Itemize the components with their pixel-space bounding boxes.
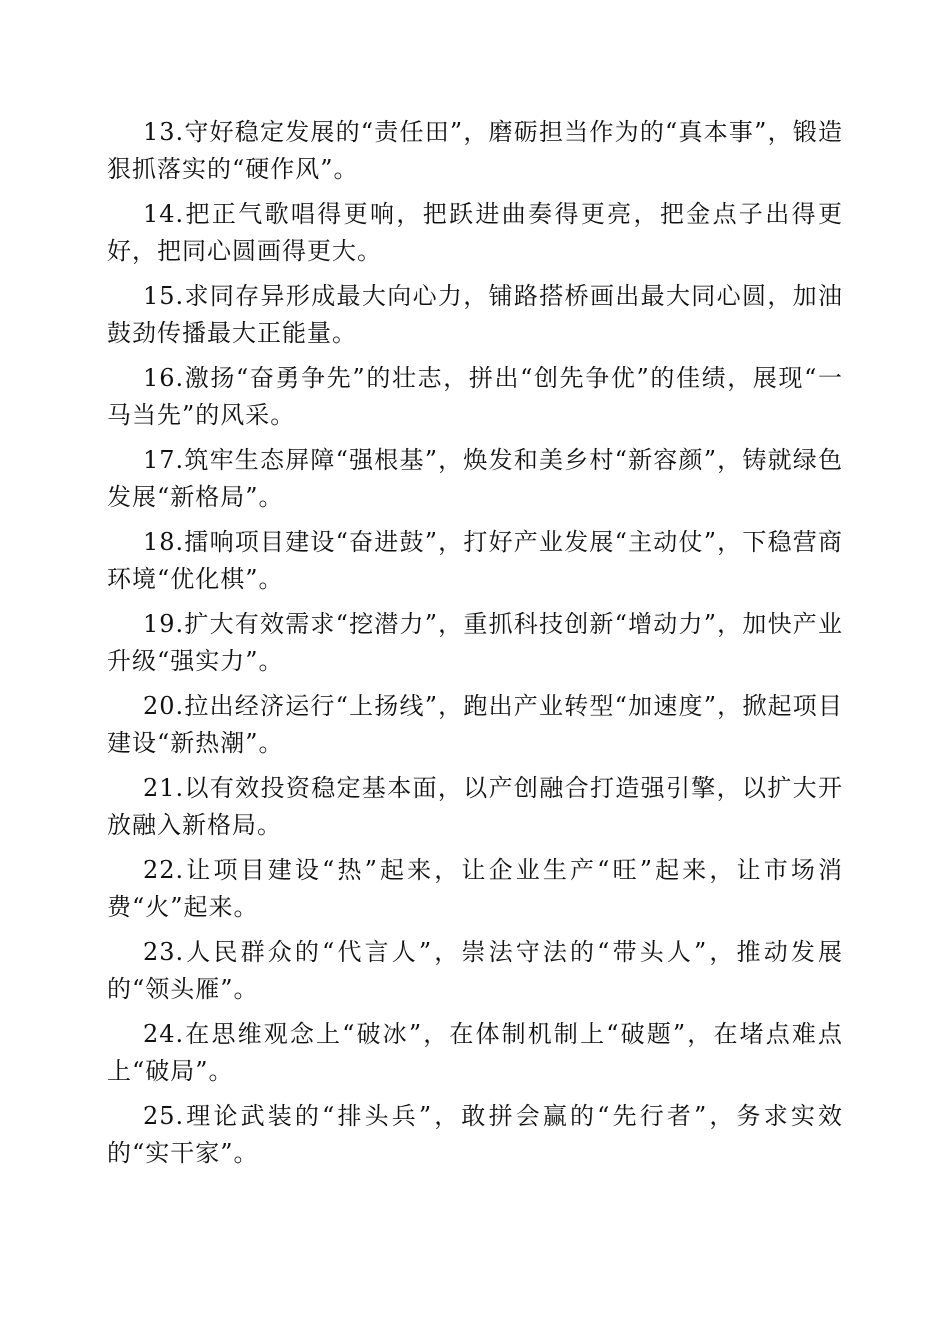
paragraph-17: 17.筑牢生态屏障“强根基”，焕发和美乡村“新容颜”，铸就绿色发展“新格局”。	[107, 446, 843, 511]
paragraph-13: 13.守好稳定发展的“责任田”，磨砺担当作为的“真本事”，锻造狠抓落实的“硬作风”。	[107, 118, 843, 183]
paragraph-19: 19.扩大有效需求“挖潜力”，重抓科技创新“增动力”，加快产业升级“强实力”。	[107, 610, 843, 675]
paragraph-15: 15.求同存异形成最大向心力，铺路搭桥画出最大同心圆，加油鼓劲传播最大正能量。	[107, 282, 843, 347]
paragraph-16: 16.激扬“奋勇争先”的壮志，拼出“创先争优”的佳绩，展现“一马当先”的风采。	[107, 364, 843, 429]
paragraph-21: 21.以有效投资稳定基本面，以产创融合打造强引擎，以扩大开放融入新格局。	[107, 774, 843, 839]
paragraph-23: 23.人民群众的“代言人”，崇法守法的“带头人”，推动发展的“领头雁”。	[107, 938, 843, 1003]
document-body	[107, 114, 843, 1180]
paragraph-22: 22.让项目建设“热”起来，让企业生产“旺”起来，让市场消费“火”起来。	[107, 856, 843, 921]
paragraph-14: 14.把正气歌唱得更响，把跃进曲奏得更亮，把金点子出得更好，把同心圆画得更大。	[107, 200, 843, 265]
paragraph-18: 18.擂响项目建设“奋进鼓”，打好产业发展“主动仗”，下稳营商环境“优化棋”。	[107, 528, 843, 593]
paragraph-24: 24.在思维观念上“破冰”，在体制机制上“破题”，在堵点难点上“破局”。	[107, 1020, 843, 1085]
paragraph-20: 20.拉出经济运行“上扬线”，跑出产业转型“加速度”，掀起项目建设“新热潮”。	[107, 692, 843, 757]
paragraph-25: 25.理论武装的“排头兵”，敢拼会赢的“先行者”，务求实效的“实干家”。	[107, 1102, 843, 1167]
